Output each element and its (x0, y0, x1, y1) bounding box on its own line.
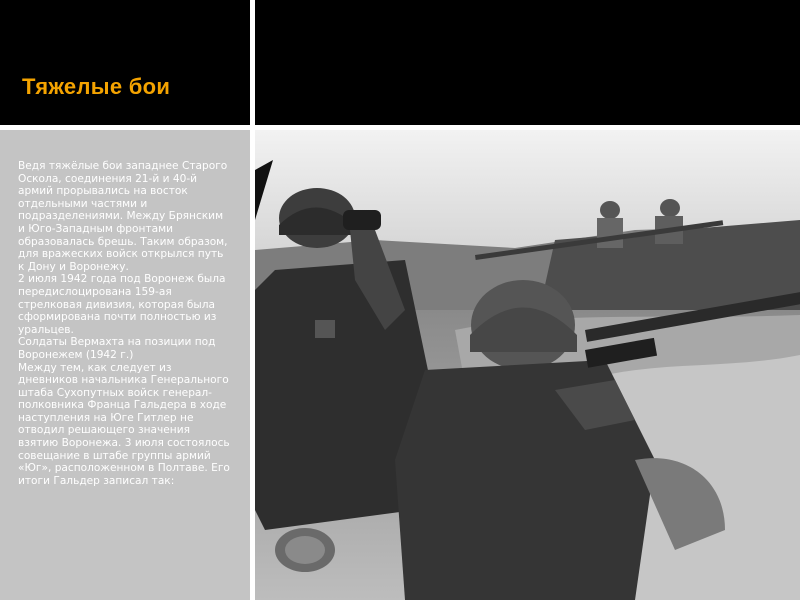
title-bar (0, 0, 250, 125)
soldiers-in-trench-photo (255, 130, 800, 600)
slide-title: Тяжелые бои (22, 74, 171, 99)
war-photo (255, 130, 800, 600)
header-black-panel (255, 0, 800, 125)
body-text: Ведя тяжёлые бои западнее Старого Оскола, соединения 21-й и 40-й армий прорывались на восток отдельными частями и подразделениями. Между Брянским и Юго-Западным фронтами образовалась брешь. Таким образом, для вражеских войск открылся путь к Дону и Воронежу. 2 июля 1942 года под Воронеж была передислоцирована 159-ая стрелковая дивизия, которая была сформирована почти полностью из уральцев. Солдаты Вермахта на позиции под Воронежем (1942 г.) Между тем, как следует из дневников начальника Генерального штаба Сухопутных войск генерал-полковника Франца Гальдера в ходе наступления на Юге Гитлер не отводил решающего значения взятию Воронежа. 3 июля состоялось совещание в штабе группы армий «Юг», расположенном в Полтаве. Его итоги Гальдер записал так: (18, 160, 230, 487)
text-panel (0, 130, 250, 600)
